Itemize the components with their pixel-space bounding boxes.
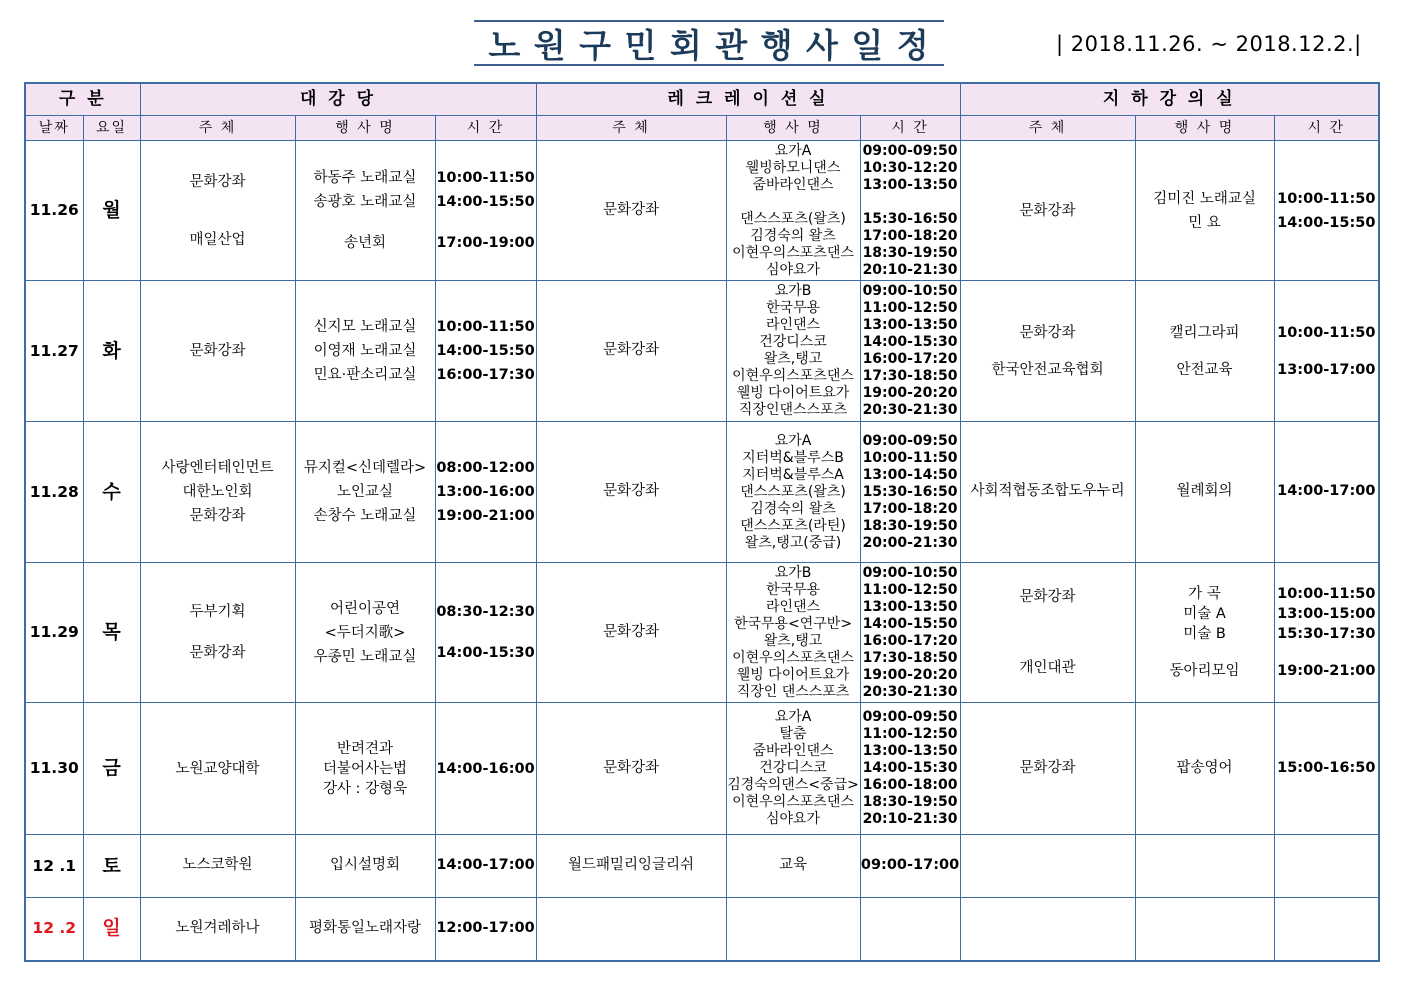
cell-line: 금 xyxy=(102,757,121,780)
cell-line: 18:30-19:50 xyxy=(862,794,958,810)
cell-line: 18:30-19:50 xyxy=(862,517,958,534)
basement-host-cell xyxy=(960,898,1135,961)
hall-event-cell xyxy=(295,703,435,835)
rec-event-cell xyxy=(726,703,860,835)
hall-host-cell xyxy=(140,141,295,281)
cell-line: 더불어사는법 xyxy=(322,760,408,777)
cell-line: 민요·판소리교실 xyxy=(313,367,417,383)
cell-line: 13:00-17:00 xyxy=(1277,361,1376,378)
cell-line: 한국무용 xyxy=(765,300,821,316)
basement-time-cell xyxy=(1274,281,1379,422)
cell-line: 13:00-16:00 xyxy=(436,484,535,500)
basement-event-cell xyxy=(1135,898,1274,961)
cell-line: 13:00-15:00 xyxy=(1277,606,1376,622)
day-cell xyxy=(83,422,140,563)
cell-line: 이현우의스포츠댄스 xyxy=(732,794,854,810)
hall-time-cell xyxy=(435,281,536,422)
cell-line: 문화강좌 xyxy=(1019,589,1076,605)
date-range: | 2018.11.26. ~ 2018.12.2.| xyxy=(1056,32,1362,56)
basement-event-cell xyxy=(1135,703,1274,835)
cell-line: 직장인댄스스포츠 xyxy=(738,402,848,418)
cell-line: 개인대관 xyxy=(1019,660,1076,676)
cell-line: 라인댄스 xyxy=(765,598,821,615)
cell-line: 11.28 xyxy=(29,482,79,501)
basement-host-cell xyxy=(960,281,1135,422)
rec-event-cell xyxy=(726,422,860,563)
basement-host-cell xyxy=(960,422,1135,563)
rec-event-cell xyxy=(726,898,860,961)
cell-line: 11:00-12:50 xyxy=(862,726,958,742)
rec-time-cell xyxy=(860,703,960,835)
cell-line: 토 xyxy=(102,854,121,877)
cell-line: 13:00-13:50 xyxy=(862,598,958,615)
cell-line: 웰빙 다이어트요가 xyxy=(736,666,850,683)
hall-host-cell xyxy=(140,703,295,835)
blank-line xyxy=(961,641,1135,658)
cell-line: 손창수 노래교실 xyxy=(313,508,417,524)
date-cell xyxy=(25,835,83,898)
cell-line: 직장인 댄스스포츠 xyxy=(736,683,850,700)
cell-line: 14:00-15:50 xyxy=(436,194,535,210)
table-row xyxy=(25,703,1379,835)
cell-line: 19:00-20:20 xyxy=(862,385,958,401)
blank-line xyxy=(861,194,960,211)
cell-line: 문화강좌 xyxy=(1019,759,1076,776)
cell-line: 웰빙 다이어트요가 xyxy=(736,385,850,401)
hall-host-cell xyxy=(140,898,295,961)
cell-line: 한국무용<연구반> xyxy=(733,615,853,632)
cell-line: 19:00-21:00 xyxy=(1277,663,1376,679)
rec-time-cell xyxy=(860,563,960,703)
rec-event-cell xyxy=(726,563,860,703)
cell-line: 탈춤 xyxy=(779,726,807,742)
cell-line: 문화강좌 xyxy=(603,342,660,359)
cell-line: 심야요가 xyxy=(765,261,821,278)
cell-line: 건강디스코 xyxy=(759,334,827,350)
basement-host-cell xyxy=(960,563,1135,703)
cell-line: 김경숙의댄스<중급> xyxy=(727,777,859,793)
hall-event-cell xyxy=(295,141,435,281)
subheader-day: 요일 xyxy=(83,116,140,141)
hall-host-cell xyxy=(140,281,295,422)
day-cell xyxy=(83,281,140,422)
cell-line: 이영재 노래교실 xyxy=(313,343,417,359)
cell-line: 15:30-17:30 xyxy=(1277,626,1376,642)
cell-line: 왈츠,탱고 xyxy=(763,632,823,649)
cell-line: 문화강좌 xyxy=(603,623,660,640)
cell-line: 반려견과 xyxy=(337,740,394,757)
cell-line: 왈츠,탱고 xyxy=(763,351,823,367)
subheader-host: 주 체 xyxy=(960,116,1135,141)
cell-line: 16:00-18:00 xyxy=(862,777,958,793)
cell-line: 14:00-15:50 xyxy=(436,343,535,359)
cell-line: 14:00-17:00 xyxy=(436,857,535,874)
cell-line: 노인교실 xyxy=(337,484,394,500)
cell-line: 지터벅&블루스B xyxy=(742,449,844,466)
table-row xyxy=(25,835,1379,898)
schedule-table xyxy=(24,82,1380,962)
cell-line: 18:30-19:50 xyxy=(862,244,958,261)
cell-line: 노원겨레하나 xyxy=(175,920,260,937)
cell-line: 14:00-15:30 xyxy=(862,334,958,350)
schedule-body xyxy=(25,141,1379,961)
day-cell xyxy=(83,703,140,835)
cell-line: 수 xyxy=(102,480,121,503)
rec-event-cell xyxy=(726,281,860,422)
cell-line: 11:00-12:50 xyxy=(862,300,958,316)
cell-line: 14:00-16:00 xyxy=(436,760,535,777)
cell-line: 신지모 노래교실 xyxy=(313,319,417,335)
cell-line: 15:00-16:50 xyxy=(1277,759,1376,776)
cell-line: 10:30-12:20 xyxy=(862,159,958,176)
hall-time-cell xyxy=(435,422,536,563)
cell-line: 웰빙하모니댄스 xyxy=(745,159,841,176)
blank-line xyxy=(141,624,295,641)
cell-line: 10:00-11:50 xyxy=(436,170,535,186)
cell-line: 17:30-18:50 xyxy=(862,368,958,384)
date-cell xyxy=(25,141,83,281)
cell-line: 김미진 노래교실 xyxy=(1153,190,1256,207)
cell-line: 이현우의스포츠댄스 xyxy=(732,244,854,261)
basement-time-cell xyxy=(1274,835,1379,898)
basement-time-cell xyxy=(1274,141,1379,281)
rec-host-cell xyxy=(536,141,726,281)
day-cell xyxy=(83,898,140,961)
table-row xyxy=(25,563,1379,703)
cell-line: 09:00-09:50 xyxy=(862,142,958,159)
cell-line: 요가A xyxy=(774,709,812,725)
cell-line: 일 xyxy=(102,917,121,940)
cell-line: 11.29 xyxy=(29,623,79,642)
hall-event-cell xyxy=(295,563,435,703)
cell-line: 10:00-11:50 xyxy=(436,319,535,335)
rec-time-cell xyxy=(860,835,960,898)
cell-line: 11.30 xyxy=(29,759,79,778)
header-gubun: 구 분 xyxy=(25,83,140,116)
cell-line: 17:30-18:50 xyxy=(862,649,958,666)
cell-line: 16:00-17:20 xyxy=(862,351,958,367)
cell-line: 두부기획 xyxy=(189,604,246,620)
cell-line: 16:00-17:20 xyxy=(862,632,958,649)
subheader-event: 행 사 명 xyxy=(1135,116,1274,141)
cell-line: 14:00-15:50 xyxy=(862,615,958,632)
cell-line: 20:30-21:30 xyxy=(862,402,958,418)
blank-line xyxy=(1136,644,1274,661)
basement-host-cell xyxy=(960,141,1135,281)
cell-line: 09:00-17:00 xyxy=(860,857,960,874)
date-cell xyxy=(25,703,83,835)
cell-line: 가 곡 xyxy=(1188,586,1221,602)
cell-line: 문화강좌 xyxy=(189,645,246,661)
cell-line: 요가B xyxy=(774,564,812,581)
cell-line: 라인댄스 xyxy=(765,317,821,333)
cell-line: 20:10-21:30 xyxy=(862,811,958,827)
cell-line: 대한노인회 xyxy=(182,484,253,500)
cell-line: 19:00-21:00 xyxy=(436,508,535,524)
cell-line: 20:00-21:30 xyxy=(862,534,958,551)
cell-line: 건강디스코 xyxy=(759,760,827,776)
cell-line: 어린이공연 xyxy=(329,600,401,617)
cell-line: 14:00-17:00 xyxy=(1277,483,1376,500)
cell-line: 사랑엔터테인먼트 xyxy=(161,460,274,476)
cell-line: 왈츠,탱고(중급) xyxy=(744,534,842,551)
cell-line: 미술 A xyxy=(1183,606,1226,622)
subheader-event: 행 사 명 xyxy=(295,116,435,141)
cell-line: 문화강좌 xyxy=(603,201,660,218)
cell-line: 14:00-15:30 xyxy=(862,760,958,776)
blank-line xyxy=(1136,343,1274,360)
hall-host-cell xyxy=(140,563,295,703)
rec-host-cell xyxy=(536,422,726,563)
cell-line: 우종민 노래교실 xyxy=(313,648,417,665)
hall-host-cell xyxy=(140,835,295,898)
basement-time-cell xyxy=(1274,563,1379,703)
cell-line: 12:00-17:00 xyxy=(436,920,535,937)
cell-line: 15:30-16:50 xyxy=(862,210,958,227)
cell-line: 08:00-12:00 xyxy=(436,460,535,476)
hall-time-cell xyxy=(435,835,536,898)
subheader-host: 주 체 xyxy=(140,116,295,141)
rec-host-cell xyxy=(536,835,726,898)
cell-line: 10:00-11:50 xyxy=(1277,324,1376,341)
blank-line xyxy=(296,214,435,231)
cell-line: 17:00-18:20 xyxy=(862,500,958,517)
header-main-hall: 대 강 당 xyxy=(140,83,536,116)
cell-line: 11.27 xyxy=(29,341,79,360)
title-box xyxy=(474,20,944,66)
cell-line: 19:00-20:20 xyxy=(862,666,958,683)
hall-time-cell xyxy=(435,563,536,703)
table-row xyxy=(25,281,1379,422)
cell-line: 송년회 xyxy=(344,235,387,251)
cell-line: 교육 xyxy=(779,857,808,874)
table-row xyxy=(25,422,1379,563)
basement-time-cell xyxy=(1274,703,1379,835)
hall-time-cell xyxy=(435,703,536,835)
day-cell xyxy=(83,563,140,703)
cell-line: 20:30-21:30 xyxy=(862,683,958,700)
cell-line: 팝송영어 xyxy=(1176,759,1233,776)
cell-line: 월례회의 xyxy=(1176,483,1233,500)
cell-line: 줌바라인댄스 xyxy=(752,743,834,759)
blank-line xyxy=(961,624,1135,641)
rec-time-cell xyxy=(860,898,960,961)
basement-event-cell xyxy=(1135,835,1274,898)
cell-line: 문화강좌 xyxy=(189,173,246,190)
cell-line: 10:00-11:50 xyxy=(862,449,958,466)
rec-time-cell xyxy=(860,281,960,422)
cell-line: 댄스스포츠(왈츠) xyxy=(740,483,846,500)
cell-line: 11:00-12:50 xyxy=(862,581,958,598)
hall-time-cell xyxy=(435,141,536,281)
cell-line: 10:00-11:50 xyxy=(1277,586,1376,602)
cell-line: 15:30-16:50 xyxy=(862,483,958,500)
subheader-host: 주 체 xyxy=(536,116,726,141)
cell-line: <두더지歌> xyxy=(324,624,406,641)
cell-line: 요가A xyxy=(774,142,812,159)
cell-line: 13:00-13:50 xyxy=(862,743,958,759)
cell-line: 동아리모임 xyxy=(1169,663,1240,679)
cell-line: 민 요 xyxy=(1188,214,1221,231)
cell-line: 댄스스포츠(왈츠) xyxy=(740,210,846,227)
header-recreation-room: 레 크 레 이 션 실 xyxy=(536,83,960,116)
cell-line: 한국무용 xyxy=(765,581,821,598)
subheader-event: 행 사 명 xyxy=(726,116,860,141)
cell-line: 08:30-12:30 xyxy=(436,604,535,620)
cell-line: 14:00-15:30 xyxy=(436,645,535,661)
cell-line: 09:00-10:50 xyxy=(862,564,958,581)
cell-line: 댄스스포츠(라틴) xyxy=(740,517,846,534)
subheader-date: 날짜 xyxy=(25,116,83,141)
cell-line: 지터벅&블루스A xyxy=(742,466,844,483)
hall-event-cell xyxy=(295,281,435,422)
date-cell xyxy=(25,281,83,422)
cell-line: 강사 : 강형욱 xyxy=(322,780,408,797)
subheader-time: 시 간 xyxy=(860,116,960,141)
cell-line: 09:00-10:50 xyxy=(862,283,958,299)
blank-line xyxy=(141,194,295,211)
cell-line: 월 xyxy=(102,199,121,222)
rec-time-cell xyxy=(860,141,960,281)
cell-line: 하동주 노래교실 xyxy=(313,170,417,186)
rec-event-cell xyxy=(726,835,860,898)
page-title: 노 원 구 민 회 관 행 사 일 정 xyxy=(488,25,930,65)
blank-line xyxy=(436,624,536,641)
basement-event-cell xyxy=(1135,281,1274,422)
cell-line: 캘리그라피 xyxy=(1169,324,1240,341)
cell-line: 노원교양대학 xyxy=(175,760,260,777)
date-cell xyxy=(25,898,83,961)
rec-time-cell xyxy=(860,422,960,563)
cell-line: 14:00-15:50 xyxy=(1277,214,1376,231)
hall-event-cell xyxy=(295,422,435,563)
cell-line: 문화강좌 xyxy=(1019,202,1076,219)
cell-line: 평화통일노래자랑 xyxy=(308,920,422,937)
cell-line: 10:00-11:50 xyxy=(1277,190,1376,207)
date-cell xyxy=(25,422,83,563)
cell-line: 13:00-13:50 xyxy=(862,317,958,333)
table-row xyxy=(25,898,1379,961)
blank-line xyxy=(436,214,536,231)
cell-line: 17:00-19:00 xyxy=(436,235,535,251)
date-cell xyxy=(25,563,83,703)
basement-host-cell xyxy=(960,703,1135,835)
cell-line: 김경숙의 왈츠 xyxy=(750,500,836,517)
cell-line: 이현우의스포츠댄스 xyxy=(732,368,854,384)
cell-line: 심야요가 xyxy=(765,811,821,827)
cell-line: 안전교육 xyxy=(1176,361,1233,378)
hall-event-cell xyxy=(295,835,435,898)
cell-line: 12 .2 xyxy=(32,919,77,938)
basement-event-cell xyxy=(1135,422,1274,563)
cell-line: 09:00-09:50 xyxy=(862,432,958,449)
rec-host-cell xyxy=(536,563,726,703)
hall-event-cell xyxy=(295,898,435,961)
cell-line: 매일산업 xyxy=(189,231,246,248)
rec-host-cell xyxy=(536,703,726,835)
cell-line: 목 xyxy=(102,621,121,644)
cell-line: 20:10-21:30 xyxy=(862,261,958,278)
cell-line: 월드패밀리잉글리쉬 xyxy=(567,857,695,874)
cell-line: 화 xyxy=(102,339,121,362)
cell-line: 요가A xyxy=(774,432,812,449)
cell-line: 문화강좌 xyxy=(189,508,246,524)
blank-line xyxy=(727,194,860,211)
rec-host-cell xyxy=(536,898,726,961)
day-cell xyxy=(83,835,140,898)
basement-time-cell xyxy=(1274,898,1379,961)
cell-line: 문화강좌 xyxy=(603,759,660,776)
cell-line: 11.26 xyxy=(29,201,79,220)
cell-line: 문화강좌 xyxy=(189,343,246,359)
blank-line xyxy=(141,211,295,228)
cell-line: 미술 B xyxy=(1183,626,1226,642)
rec-event-cell xyxy=(726,141,860,281)
cell-line: 김경숙의 왈츠 xyxy=(750,227,836,244)
basement-event-cell xyxy=(1135,141,1274,281)
cell-line: 17:00-18:20 xyxy=(862,227,958,244)
cell-line: 13:00-13:50 xyxy=(862,176,958,193)
blank-line xyxy=(961,343,1135,360)
table-row xyxy=(25,141,1379,281)
cell-line: 줌바라인댄스 xyxy=(752,176,834,193)
day-cell xyxy=(83,141,140,281)
cell-line: 사회적협동조합도우누리 xyxy=(970,483,1125,500)
hall-host-cell xyxy=(140,422,295,563)
basement-host-cell xyxy=(960,835,1135,898)
cell-line: 12 .1 xyxy=(32,856,77,875)
blank-line xyxy=(961,607,1135,624)
blank-line xyxy=(1275,644,1379,661)
cell-line: 뮤지컬<신데렐라> xyxy=(303,460,427,476)
rec-host-cell xyxy=(536,281,726,422)
cell-line: 입시설명회 xyxy=(329,857,401,874)
subheader-time: 시 간 xyxy=(435,116,536,141)
blank-line xyxy=(1275,343,1379,360)
cell-line: 13:00-14:50 xyxy=(862,466,958,483)
cell-line: 요가B xyxy=(774,283,812,299)
hall-time-cell xyxy=(435,898,536,961)
subheader-time: 시 간 xyxy=(1274,116,1379,141)
cell-line: 문화강좌 xyxy=(1019,324,1076,341)
cell-line: 송광호 노래교실 xyxy=(313,194,417,210)
cell-line: 16:00-17:30 xyxy=(436,367,535,383)
header-basement-lecture-room: 지 하 강 의 실 xyxy=(960,83,1379,116)
basement-time-cell xyxy=(1274,422,1379,563)
cell-line: 이현우의스포츠댄스 xyxy=(732,649,854,666)
cell-line: 노스코학원 xyxy=(182,857,253,874)
cell-line: 한국안전교육협회 xyxy=(991,361,1104,378)
basement-event-cell xyxy=(1135,563,1274,703)
cell-line: 문화강좌 xyxy=(603,483,660,500)
cell-line: 09:00-09:50 xyxy=(862,709,958,725)
